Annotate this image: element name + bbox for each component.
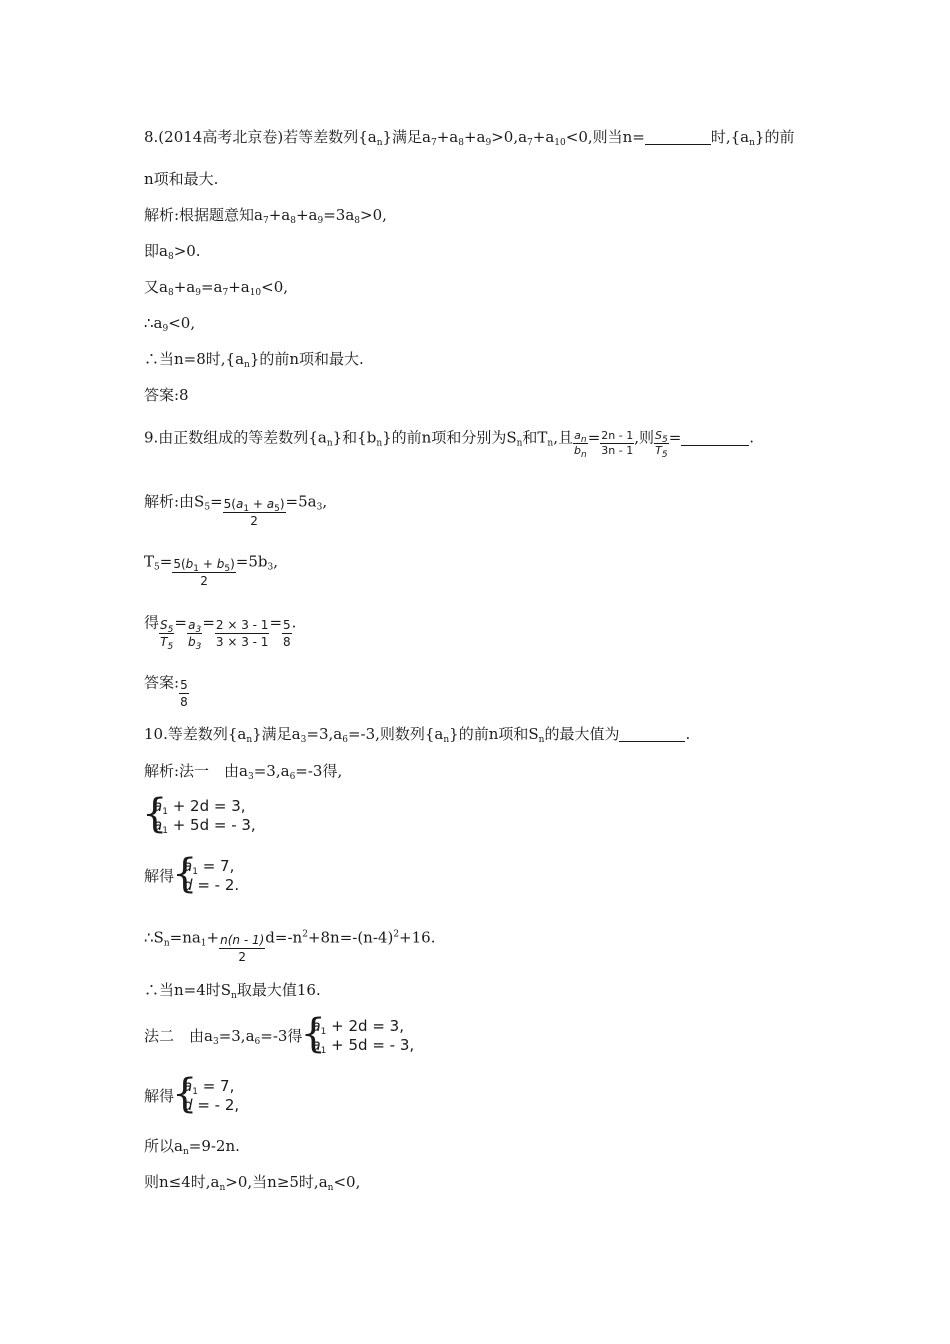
q8-solution-line3: 又$a_8+a_9=a_7+a_{10}<0$, xyxy=(144,278,289,298)
q9-solution-line2: $T_5=$ $\frac{5(b_1 + b_5)}{2}$ $=5b_3$, xyxy=(144,552,278,588)
q9-answer: 答案: $\frac{5}{8}$ xyxy=(144,673,188,709)
fraction-five-eighths: $\frac{5}{8}$ xyxy=(283,618,291,649)
q10-system2: 解得 { $a_1 = 7$, d = - 2. xyxy=(144,857,239,895)
fraction-s5-t5-b: $\frac{S_5}{T_5}$ xyxy=(160,618,174,652)
q9-solution-line1: 解析:由$S_5=$ $\frac{5(a_1 + a_5)}{2}$ $=5a_3$, xyxy=(144,492,328,528)
solution-system: { $a_1 = 7$, d = - 2. xyxy=(174,857,239,895)
q10-sn-formula: $\therefore S_n=na_1+$ $\frac{n(n - 1)}{2}$ $d=-n^2+8n=-(n-4)^2+16$. xyxy=(144,928,436,964)
q10-method1-line: 解析:法一 由$a_3=3,a_6=-3$得, xyxy=(144,762,343,782)
q10-max-line: ∴当n=4时$S_n$取最大值16. xyxy=(144,981,321,1001)
q9-solution-line3: 得 $\frac{S_5}{T_5}$ = $\frac{a_3}{b_3}$ = $\frac{2 \times 3 - 1}{3 \times 3 - 1}$ = $\frac{5}{8}$ . xyxy=(144,613,297,652)
q8-stem-line1: 8.(2014高考北京卷)若等差数列$\{a_n\}$满足$a_7+a_8+a_9>0,a_7+a_{10}<0$,则当n= 时$,\{a_n\}$的前 xyxy=(144,128,795,148)
equation-system-2: { $a_1 + 2d = 3$, $a_1 + 5d$ = - 3, xyxy=(302,1017,414,1055)
q10-stem: 10.等差数列$\{a_n\}$满足$a_3=3,a_6=-3$,则数列$\{a_n\}$的前n项和$S_n$的最大值为 . xyxy=(144,725,691,745)
q8-solution-line1: 解析:根据题意知$a_7+a_8+a_9=3a_8>0$, xyxy=(144,206,387,226)
q8-solution-line5: ∴当n=8时$,\{a_n\}$的前n项和最大. xyxy=(144,350,364,370)
q10-sign-line: 则n≤4时$,a_n>0$,当n≥5时$,a_n<0$, xyxy=(144,1173,361,1193)
fraction-n-n-1: $\frac{n(n - 1)}{2}$ xyxy=(220,933,265,964)
fraction-s5: $\frac{5(a_1 + a_5)}{2}$ xyxy=(223,497,285,528)
solution-system-2: { $a_1 = 7$, d = - 2, xyxy=(174,1077,239,1115)
q10-system1 xyxy=(144,797,256,835)
q10-an-line: 所以$a_n=9-2n$. xyxy=(144,1137,240,1157)
answer-blank xyxy=(681,430,749,446)
answer-blank xyxy=(619,726,685,742)
q8-stem-line2: n项和最大. xyxy=(144,170,219,188)
fraction-s5-t5: $\frac{S_5}{T_5}$ xyxy=(654,429,668,460)
q8-solution-line4: $\therefore a_9<0$, xyxy=(144,314,196,334)
q10-method2: 法二 由$a_3=3,a_6=-3$得 { $a_1 + 2d = 3$, $a_1 + 5d$ = - 3, xyxy=(144,1017,414,1055)
fraction-an-bn: $\frac{a_n}{b_n}$ xyxy=(573,429,587,460)
equation-system: { $a_1 + 2d = 3$, $a_1 + 5d$ = - 3, xyxy=(144,797,256,835)
answer-blank xyxy=(645,129,711,145)
q8-answer: 答案:8 xyxy=(144,386,189,404)
fraction-a3-b3: $\frac{a_3}{b_3}$ xyxy=(187,618,202,652)
q8-solution-line2: 即$a_8>0$. xyxy=(144,242,201,262)
q10-system2b: 解得 { $a_1 = 7$, d = - 2, xyxy=(144,1077,239,1115)
q9-stem: 9.由正数组成的等差数列$\{a_n\}$和$\{b_n\}$的前n项和分别为$S_n$和$T_n$,且 $\frac{a_n}{b_n}$ = $\frac{2n - 1}{3n - 1}$ ,则 $\frac{S_5}{T_5}$ = . xyxy=(144,428,755,460)
fraction-answer: $\frac{5}{8}$ xyxy=(180,678,188,709)
fraction-t5: $\frac{5(b_1 + b_5)}{2}$ xyxy=(173,557,235,588)
fraction-numeric: $\frac{2 \times 3 - 1}{3 \times 3 - 1}$ xyxy=(215,618,269,649)
fraction-ratio: $\frac{2n - 1}{3n - 1}$ xyxy=(601,429,634,457)
